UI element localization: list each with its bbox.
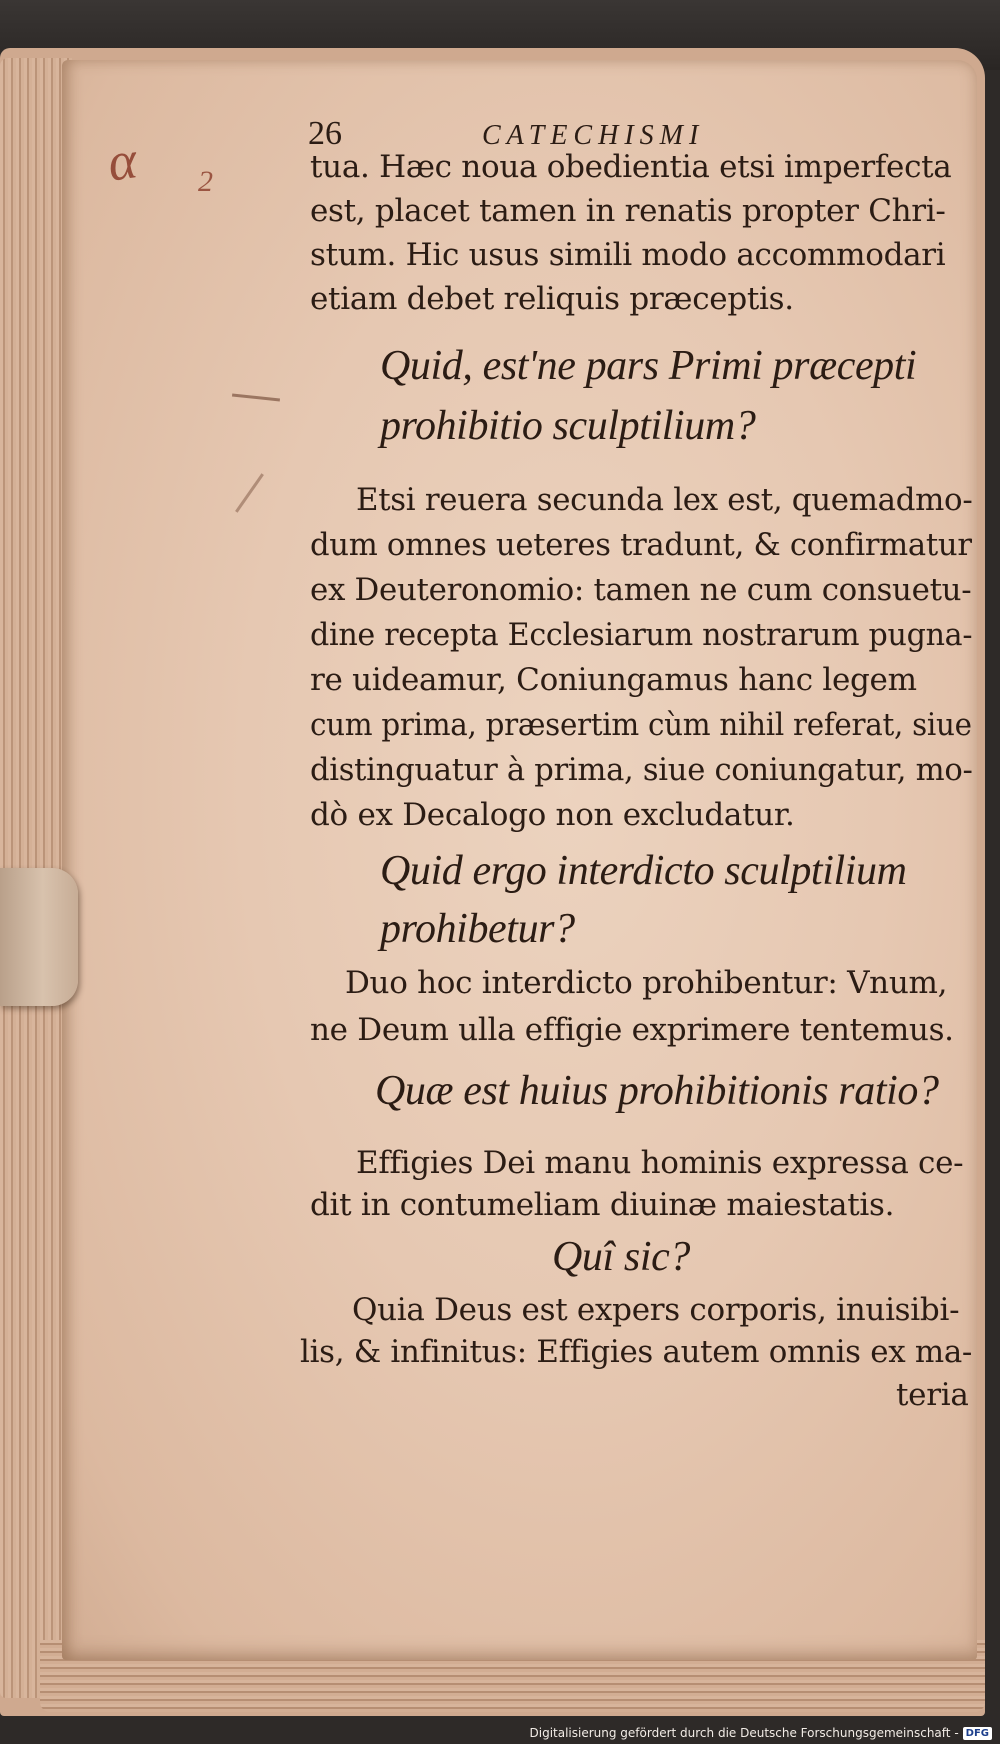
question-heading: Quid, est'ne pars Primi præcepti [380,343,917,389]
question-heading: Quæ est huius prohibitionis ratio? [375,1068,939,1114]
text-line: dit in contumeliam diuinæ maiestatis. [310,1187,895,1223]
text-line: stum. Hic usus simili modo accommodari [310,237,946,273]
digitization-credit [530,1726,993,1740]
question-heading: Quid ergo interdicto sculptilium [380,848,907,894]
text-line: re uideamur, Coniungamus hanc legem [310,662,917,698]
text-line: est, placet tamen in renatis propter Chri- [310,193,946,229]
text-line: Duo hoc interdicto prohibentur: Vnum, [345,965,948,1001]
text-line: Etsi reuera secunda lex est, quemadmo- [356,482,973,518]
question-heading: Quî sic? [552,1234,690,1280]
text-line: dine recepta Ecclesiarum nostrarum pugna- [310,617,973,653]
handwritten-annotation: α [103,129,141,193]
text-line: dum omnes ueteres tradunt, & confirmatur [310,527,972,563]
dfg-logo: DFG [963,1727,992,1740]
question-heading: prohibitio sculptilium? [380,403,756,449]
text-line: ne Deum ulla effigie exprimere tentemus. [310,1012,954,1048]
running-title: CATECHISMI [482,120,705,151]
text-line: distinguatur à prima, siue coniungatur, mo- [310,752,973,788]
text-line: dò ex Decalogo non excludatur. [310,797,795,833]
handwritten-annotation-small: 2 [198,165,213,198]
catchword: teria [896,1377,969,1413]
credit-text: Digitalisierung gefördert durch die Deutsche Forschungsgemeinschaft - [529,1726,959,1740]
page-number: 26 [308,115,342,152]
question-heading: prohibetur? [380,906,575,952]
page-clasp [0,868,78,1006]
text-line: etiam debet reliquis præceptis. [310,281,794,317]
text-line: Quia Deus est expers corporis, inuisibi- [352,1292,960,1328]
text-line: cum prima, præsertim cùm nihil referat, siue [310,707,972,743]
text-line: ex Deuteronomio: tamen ne cum consuetu- [310,572,972,608]
text-line: lis, & infinitus: Effigies autem omnis ex ma- [300,1334,973,1370]
text-line: Effigies Dei manu hominis expressa ce- [356,1145,964,1181]
running-head [308,115,908,153]
text-line: tua. Hæc noua obedientia etsi imperfecta [310,149,952,185]
